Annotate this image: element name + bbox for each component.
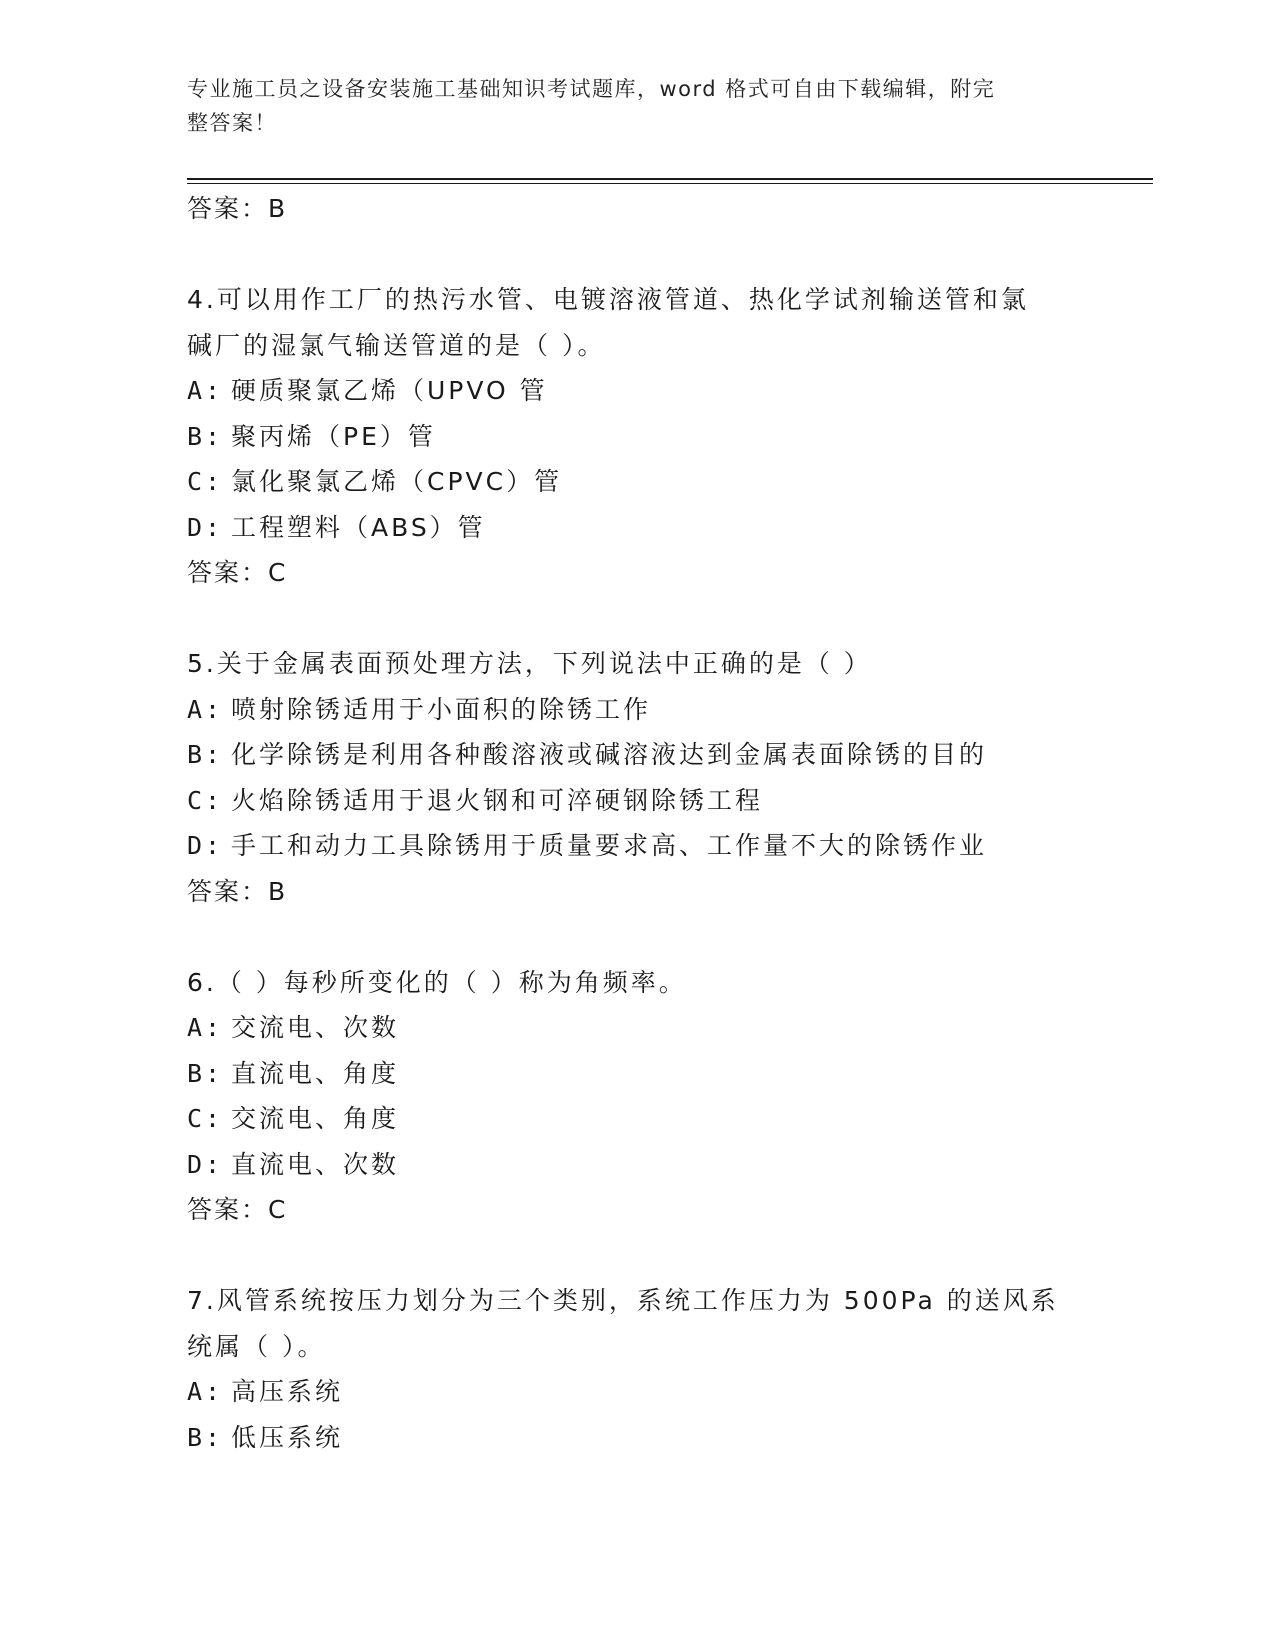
option-text: 工程塑料（ABS）管 <box>231 512 486 542</box>
header-divider-thick <box>187 178 1153 180</box>
option-text: 化学除锈是利用各种酸溶液或碱溶液达到金属表面除锈的目的 <box>231 740 988 769</box>
option-text: 低压系统 <box>231 1422 344 1452</box>
option-letter: A: <box>187 694 224 724</box>
option-letter: B: <box>187 421 224 451</box>
option-text: 直流电、角度 <box>231 1058 400 1088</box>
option-b <box>187 732 1087 778</box>
option-b <box>187 1051 1087 1097</box>
option-letter: D: <box>187 512 224 542</box>
option-letter: C: <box>187 785 224 815</box>
question-block <box>187 641 1087 915</box>
option-a <box>187 368 1087 414</box>
option-a <box>187 687 1087 733</box>
option-letter: B: <box>187 1422 224 1452</box>
question-text: 7.风管系统按压力划分为三个类别，系统工作压力为 500Pa 的送风系 <box>187 1286 1059 1315</box>
spacer <box>187 596 1087 641</box>
option-text: 火焰除锈适用于退火钢和可淬硬钢除锈工程 <box>231 785 764 815</box>
document-header <box>187 72 1067 140</box>
question-text: 4.可以用作工厂的热污水管、电镀溶液管道、热化学试剂输送管和氯 <box>187 285 1029 314</box>
header-divider-thin <box>187 183 1153 184</box>
option-text: 高压系统 <box>231 1377 344 1406</box>
header-line-1: 专业施工员之设备安装施工基础知识考试题库，word 格式可自由下载编辑，附完 <box>187 77 996 101</box>
option-letter: D: <box>187 831 224 860</box>
answer-line: 答案：C <box>187 558 288 587</box>
option-letter: C: <box>187 1104 224 1133</box>
option-letter: D: <box>187 1149 224 1179</box>
question-block <box>187 1278 1087 1460</box>
option-d <box>187 505 1087 551</box>
question-text: 5.关于金属表面预处理方法，下列说法中正确的是（ ） <box>187 649 872 678</box>
option-b <box>187 1415 1087 1461</box>
option-c <box>187 1096 1087 1142</box>
spacer <box>187 915 1087 960</box>
question-block <box>187 277 1087 596</box>
option-d <box>187 823 1087 869</box>
option-d <box>187 1142 1087 1188</box>
option-a <box>187 1369 1087 1415</box>
option-text: 氯化聚氯乙烯（CPVC）管 <box>231 467 563 496</box>
option-a <box>187 1005 1087 1051</box>
question-block <box>187 960 1087 1234</box>
answer-line: 答案：B <box>187 194 288 223</box>
option-text: 交流电、角度 <box>231 1104 400 1133</box>
question-text: 碱厂的湿氯气输送管道的是（ ）。 <box>187 330 606 360</box>
spacer <box>187 1233 1087 1278</box>
question-text: 统属（ ）。 <box>187 1331 326 1361</box>
option-letter: A: <box>187 1013 224 1042</box>
option-letter: B: <box>187 1058 224 1088</box>
option-letter: B: <box>187 740 224 769</box>
option-c <box>187 459 1087 505</box>
answer-line: 答案：C <box>187 1195 288 1224</box>
option-text: 硬质聚氯乙烯（UPVO 管 <box>231 376 548 405</box>
option-c <box>187 778 1087 824</box>
option-b <box>187 414 1087 460</box>
option-letter: A: <box>187 1377 224 1406</box>
question-list <box>187 186 1087 1460</box>
option-text: 聚丙烯（PE）管 <box>231 421 436 451</box>
spacer <box>187 232 1087 277</box>
option-text: 交流电、次数 <box>231 1013 400 1042</box>
answer-line: 答案：B <box>187 876 288 906</box>
option-letter: C: <box>187 467 224 496</box>
option-letter: A: <box>187 376 224 405</box>
option-text: 手工和动力工具除锈用于质量要求高、工作量不大的除锈作业 <box>231 831 988 860</box>
question-text: 6.（ ）每秒所变化的（ ）称为角频率。 <box>187 967 687 997</box>
header-line-2: 整答案！ <box>187 111 277 135</box>
option-text: 直流电、次数 <box>231 1149 400 1179</box>
option-text: 喷射除锈适用于小面积的除锈工作 <box>231 694 652 724</box>
